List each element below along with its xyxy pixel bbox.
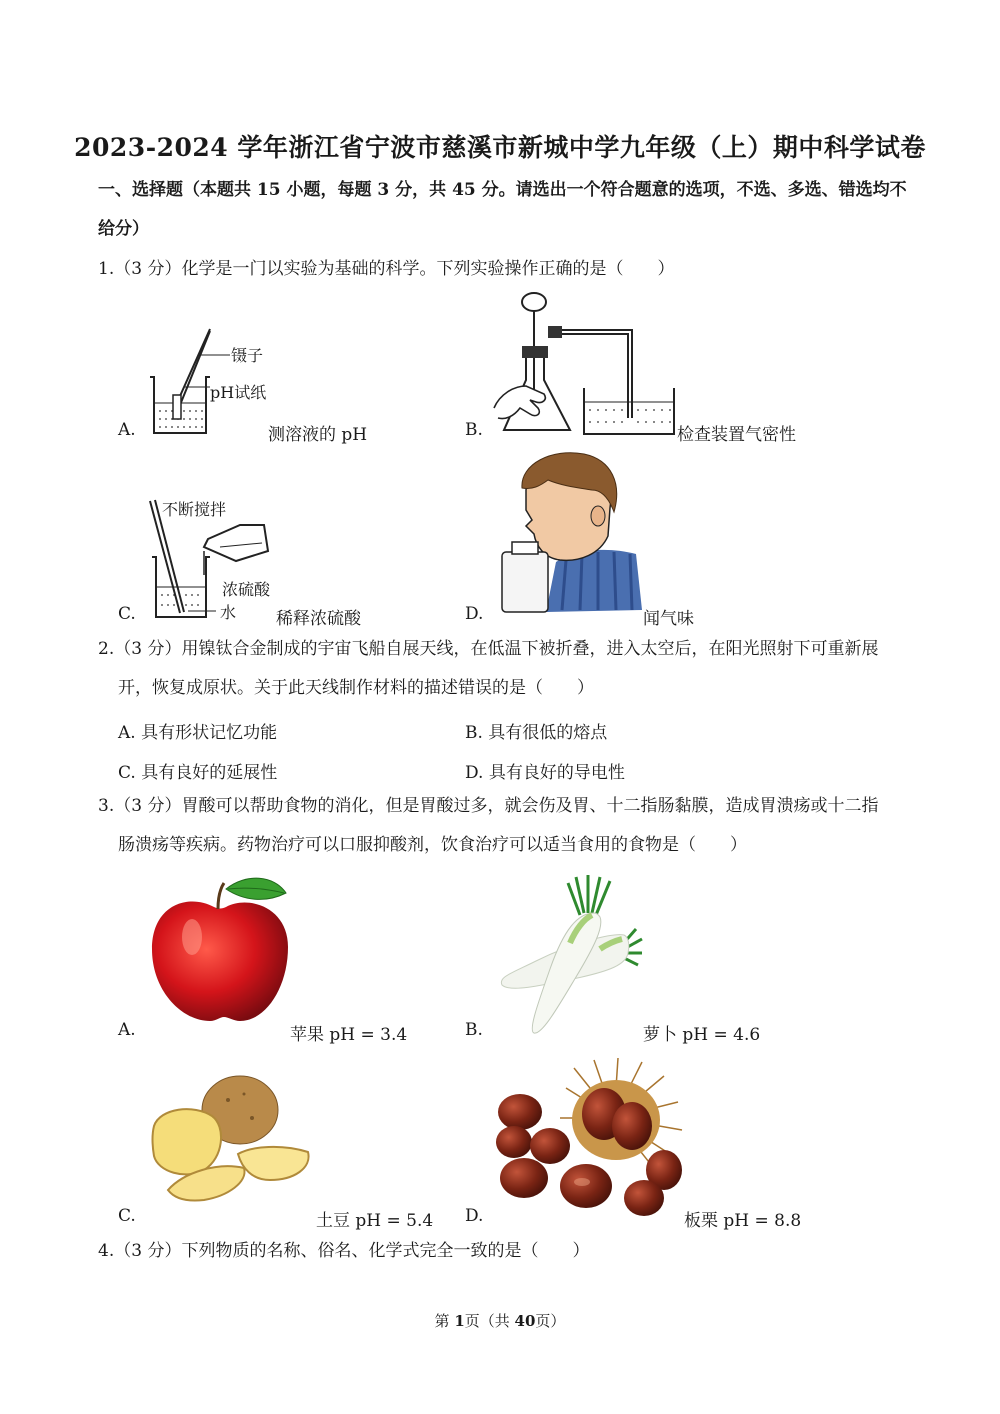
q1-a-label-tweezers: 镊子 [231,346,264,365]
q3-option-a-caption: 苹果 pH = 3.4 [290,1025,408,1045]
q1-option-d-caption: 闻气味 [643,609,694,629]
q3-stem-line2: 肠溃疡等疾病。药物治疗可以口服抑酸剂，饮食治疗可以适当食用的食物是（ ） [118,835,747,855]
q1-d-smell-illustration [496,450,646,615]
q3-a-apple-image [148,875,293,1025]
footer-prefix: 第 [434,1312,455,1330]
q3-stem-line1: 3.（3 分）胃酸可以帮助食物的消化，但是胃酸过多，就会伤及胃、十二指肠黏膜，造成胃溃疡或十二指 [98,796,879,816]
q2-option-a[interactable]: A. 具有形状记忆功能 [118,723,278,743]
q1-option-a-letter[interactable]: A. [118,420,136,440]
q2-option-c[interactable]: C. 具有良好的延展性 [118,763,278,783]
q3-option-a-letter[interactable]: A. [118,1020,136,1040]
q2-stem-line1: 2.（3 分）用镍钛合金制成的宇宙飞船自展天线，在低温下被折叠，进入太空后，在阳光照射下可重新展 [98,639,879,659]
q1-option-c-caption: 稀释浓硫酸 [276,609,361,629]
q3-option-d-letter[interactable]: D. [465,1206,484,1226]
q1-option-d-letter[interactable]: D. [465,604,484,624]
q1-option-c-letter[interactable]: C. [118,604,136,624]
q1-c-label-stir: 不断搅拌 [162,500,227,519]
page-title: 2023-2024 学年浙江省宁波市慈溪市新城中学九年级（上）期中科学试卷 [74,133,926,162]
q1-option-a-caption: 测溶液的 pH [268,425,368,445]
q3-option-b-caption: 萝卜 pH = 4.6 [643,1025,761,1045]
footer-middle: 页（共 [464,1312,515,1330]
q1-option-b-caption: 检查装置气密性 [677,425,796,445]
q3-d-chestnut-image [494,1058,684,1223]
section-heading-line2: 给分） [98,219,149,239]
q3-b-radish-image [496,873,646,1033]
q1-c-label-water: 水 [220,603,237,622]
q3-option-c-letter[interactable]: C. [118,1206,136,1226]
page-footer [0,1310,1000,1331]
q1-c-label-acid: 浓硫酸 [222,580,271,599]
q1-a-label-ph-paper: pH试纸 [210,383,267,402]
q4-stem: 4.（3 分）下列物质的名称、俗名、化学式完全一致的是（ ） [98,1241,590,1261]
q3-option-b-letter[interactable]: B. [465,1020,483,1040]
q1-b-flask-illustration [492,290,682,440]
q3-option-d-caption: 板栗 pH = 8.8 [684,1211,802,1231]
q2-option-b[interactable]: B. 具有很低的熔点 [465,723,608,743]
footer-page-number: 1 [454,1312,465,1330]
q1-stem: 1.（3 分）化学是一门以实验为基础的科学。下列实验操作正确的是（ ） [98,259,675,279]
footer-suffix: 页） [535,1312,566,1330]
footer-total-pages: 40 [514,1312,536,1330]
section-heading-line1: 一、选择题（本题共 15 小题，每题 3 分，共 45 分。请选出一个符合题意的选项，不选、多选、错选均不 [98,180,907,200]
q3-c-potato-image [148,1072,318,1212]
q3-option-c-caption: 土豆 pH = 5.4 [316,1211,434,1231]
q2-stem-line2: 开，恢复成原状。关于此天线制作材料的描述错误的是（ ） [118,678,594,698]
q2-option-d[interactable]: D. 具有良好的导电性 [465,763,625,783]
q1-option-b-letter[interactable]: B. [465,420,483,440]
